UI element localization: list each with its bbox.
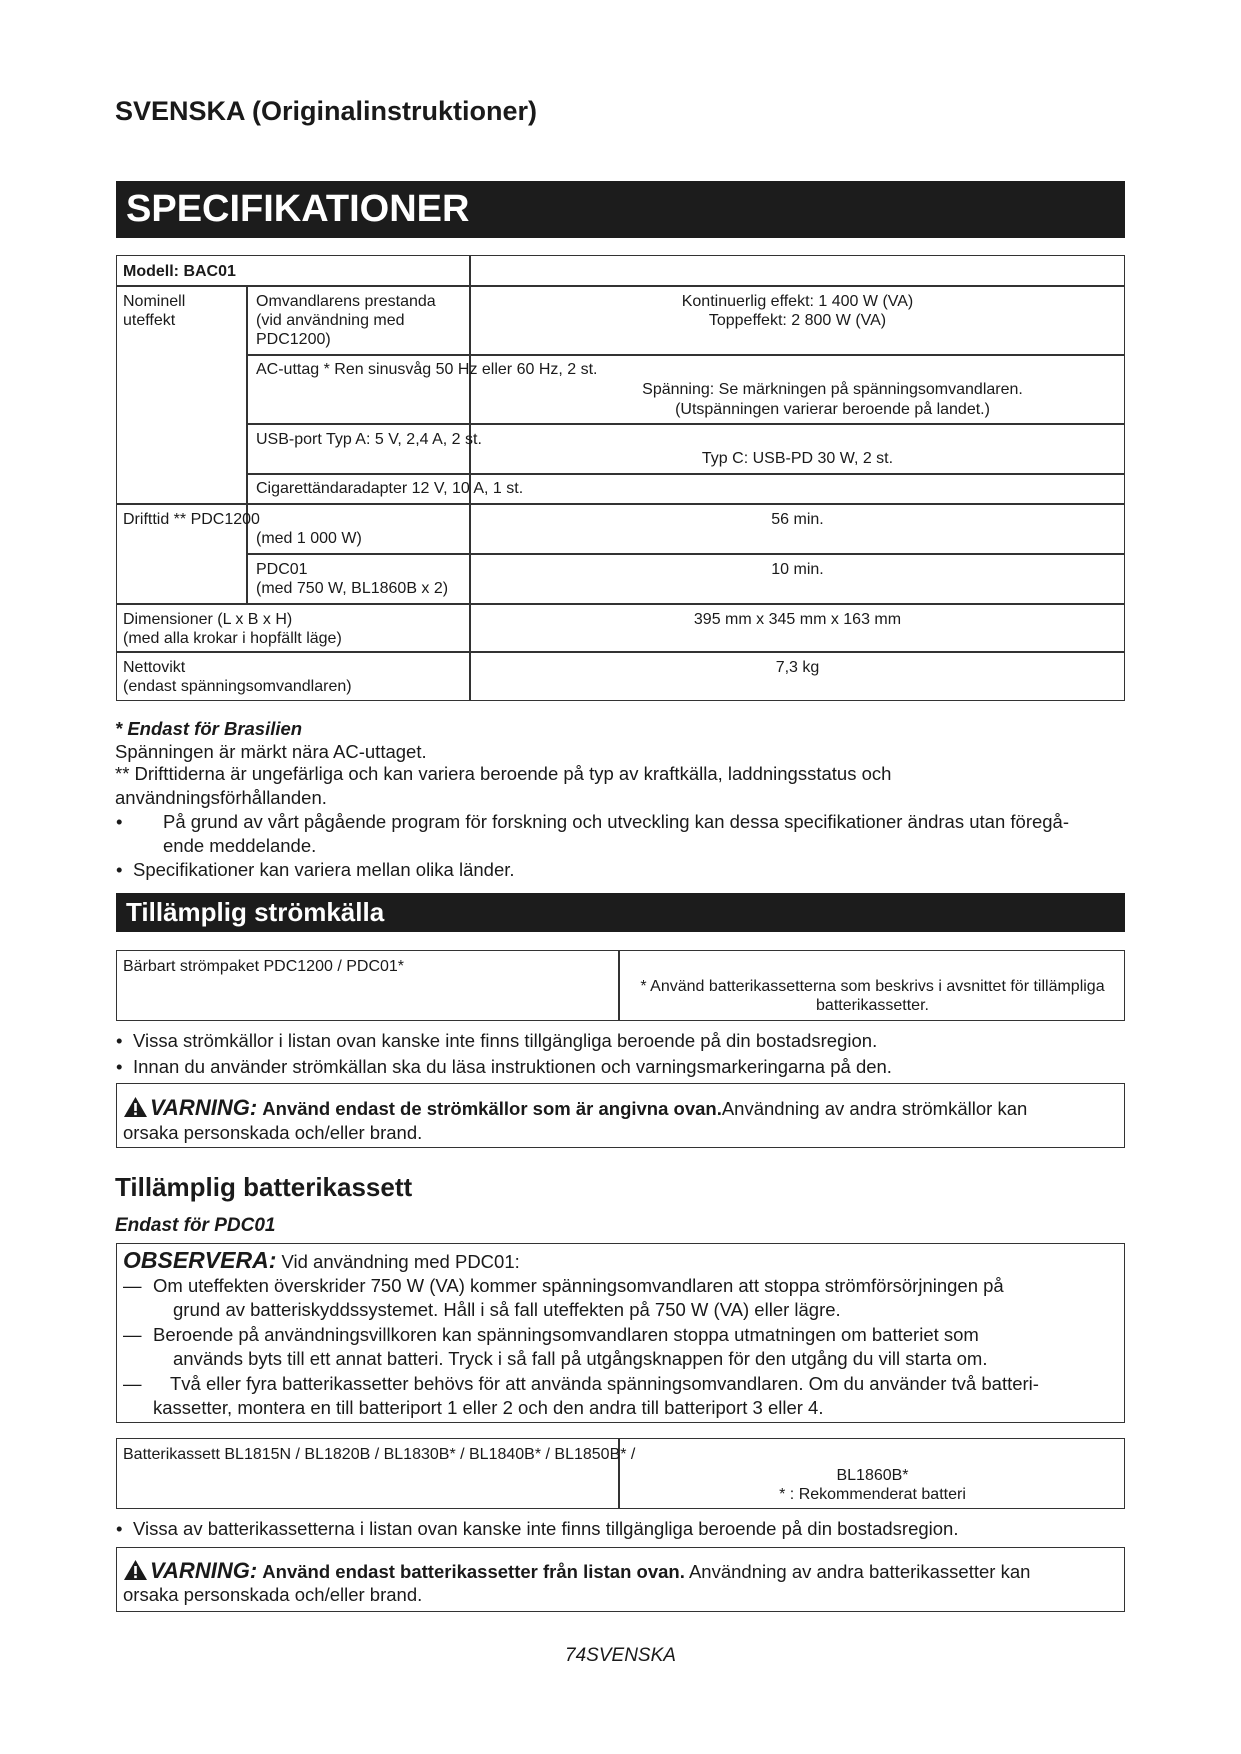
spec-dimensions-label: (med alla krokar i hopfällt läge) (123, 630, 342, 647)
specifications-heading: SPECIFIKATIONER (116, 181, 1125, 238)
power-source-right: batterikassetter. (816, 997, 929, 1014)
bullet-symbol: • (116, 1518, 123, 1539)
observe-item-3: Två eller fyra batterikassetter behövs för att använda spänningsomvandlaren. Om du använder två batteri- (170, 1373, 1039, 1394)
bullet-symbol: • (116, 1056, 123, 1077)
spec-dimensions-label: Dimensioner (L x B x H) (123, 611, 293, 628)
observe-title: OBSERVERA: (123, 1247, 277, 1273)
battery-bullet-1: Vissa av batterikassetterna i listan ovan kanske inte finns tillgängliga beroende på din bostadsregion. (133, 1518, 959, 1539)
spec-weight-label: (endast spänningsomvandlaren) (123, 678, 352, 695)
spec-usb-a: USB-port Typ A: 5 V, 2,4 A, 2 st. (256, 431, 482, 448)
power-source-warning-line2: orsaka personskada och/eller brand. (123, 1122, 423, 1143)
battery-table-right: BL1860B* (836, 1467, 909, 1484)
battery-subheading: Endast för PDC01 (115, 1215, 276, 1236)
power-source-right: * Använd batterikassetterna som beskrivs i avsnittet för tillämpliga (640, 978, 1105, 995)
bullet-symbol: • (116, 1030, 123, 1051)
note-brazil-title: * Endast för Brasilien (115, 718, 303, 739)
spec-cigarette-adapter: Cigarettändaradapter 12 V, 10 A, 1 st. (256, 480, 524, 497)
warning-title: VARNING: (150, 1095, 258, 1120)
spec-model: Modell: BAC01 (123, 263, 236, 280)
spec-rated-output-label: uteffekt (123, 312, 176, 329)
spec-rated-output-label: Nominell (123, 293, 186, 310)
spec-ac-voltage: Spänning: Se märkningen på spänningsomvandlaren. (642, 381, 1023, 398)
spec-usb-c: Typ C: USB-PD 30 W, 2 st. (701, 450, 894, 467)
power-source-heading: Tillämplig strömkälla (116, 893, 1125, 932)
spec-inverter-performance: Omvandlarens prestanda (256, 293, 436, 310)
spec-runtime-pdc1200-condition: (med 1 000 W) (256, 530, 362, 547)
observe-item-1: Om uteffekten överskrider 750 W (VA) kommer spänningsomvandlaren att stoppa strömförsörjningen på (153, 1275, 1004, 1296)
spec-runtime-pdc01: 10 min. (771, 561, 824, 578)
observe-item-2: Beroende på användningsvillkoren kan spänningsomvandlaren stoppa utmatningen om batteriet som (153, 1324, 979, 1345)
spec-ac-voltage-note: (Utspänningen varierar beroende på landet.) (675, 401, 990, 418)
spec-peak-power: Toppeffekt: 2 800 W (VA) (708, 312, 887, 329)
observe-intro: Vid användning med PDC01: (281, 1251, 520, 1272)
warning-triangle-icon (123, 1559, 148, 1581)
spec-inverter-performance: (vid användning med (256, 312, 405, 329)
spec-runtime-pdc01-label: PDC01 (256, 561, 308, 578)
warning-rest: Användning av andra batterikassetter kan (688, 1561, 1031, 1582)
power-source-left: Bärbart strömpaket PDC1200 / PDC01* (123, 958, 405, 975)
spec-runtime-label: Drifttid ** PDC1200 (123, 511, 260, 528)
battery-table-left: Batterikassett BL1815N / BL1820B / BL1830B* / BL1840B* / BL1850B* / (123, 1446, 636, 1463)
bullet-symbol: • (116, 859, 123, 880)
page-number: 74SVENSKA (565, 1645, 676, 1666)
spec-weight-label: Nettovikt (123, 659, 186, 676)
power-source-bullet-1: Vissa strömkällor i listan ovan kanske inte finns tillgängliga beroende på din bostadsregion. (133, 1030, 878, 1051)
language-heading: SVENSKA (Originalinstruktioner) (115, 96, 538, 126)
note-bullet-1: ende meddelande. (163, 835, 317, 856)
spec-runtime-pdc1200: 56 min. (771, 511, 824, 528)
warning-title: VARNING: (150, 1558, 258, 1583)
note-runtime: ** Drifttiderna är ungefärliga och kan variera beroende på typ av kraftkälla, laddningsstatus och (115, 763, 892, 784)
spec-runtime-pdc01-condition: (med 750 W, BL1860B x 2) (256, 580, 449, 597)
observe-dash: — (123, 1275, 142, 1296)
battery-table-right: * : Rekommenderat batteri (779, 1486, 966, 1503)
warning-bold: Använd endast de strömkällor som är angivna ovan. (262, 1098, 722, 1119)
warning-triangle-icon (123, 1096, 148, 1118)
spec-weight: 7,3 kg (775, 659, 820, 676)
power-source-warning-line1 (123, 1096, 1027, 1121)
observe-dash: — (123, 1324, 142, 1345)
warning-bold: Använd endast batterikassetter från listan ovan. (262, 1561, 685, 1582)
warning-rest: Användning av andra strömkällor kan (721, 1098, 1028, 1119)
battery-warning-line1 (123, 1559, 1030, 1584)
note-bullet-1: På grund av vårt pågående program för forskning och utveckling kan dessa specifikationer ändras utan föregå- (163, 811, 1070, 832)
note-brazil-text: Spänningen är märkt nära AC-uttaget. (115, 741, 427, 762)
observe-dash: — (123, 1373, 142, 1394)
battery-heading: Tillämplig batterikassett (115, 1172, 413, 1202)
observe-item-2: används byts till ett annat batteri. Tryck i så fall på utgångsknappen för den utgång du vill starta om. (173, 1348, 988, 1369)
power-source-bullet-2: Innan du använder strömkällan ska du läsa instruktionen och varningsmarkeringarna på den. (133, 1056, 892, 1077)
spec-continuous-power: Kontinuerlig effekt: 1 400 W (VA) (681, 293, 914, 310)
bullet-symbol: • (116, 811, 123, 832)
note-bullet-2: Specifikationer kan variera mellan olika länder. (133, 859, 515, 880)
observe-item-3: kassetter, montera en till batteriport 1 eller 2 och den andra till batteriport 3 eller 4. (153, 1397, 824, 1418)
observe-item-1: grund av batteriskyddssystemet. Håll i så fall uteffekten på 750 W (VA) eller lägre. (173, 1299, 841, 1320)
note-runtime: användningsförhållanden. (115, 787, 327, 808)
spec-dimensions: 395 mm x 345 mm x 163 mm (693, 611, 902, 628)
battery-warning-line2: orsaka personskada och/eller brand. (123, 1584, 423, 1605)
observe-line (123, 1248, 520, 1274)
spec-inverter-performance: PDC1200) (256, 331, 331, 348)
spec-ac-outlet: AC-uttag * Ren sinusvåg 50 Hz eller 60 Hz, 2 st. (256, 361, 598, 378)
